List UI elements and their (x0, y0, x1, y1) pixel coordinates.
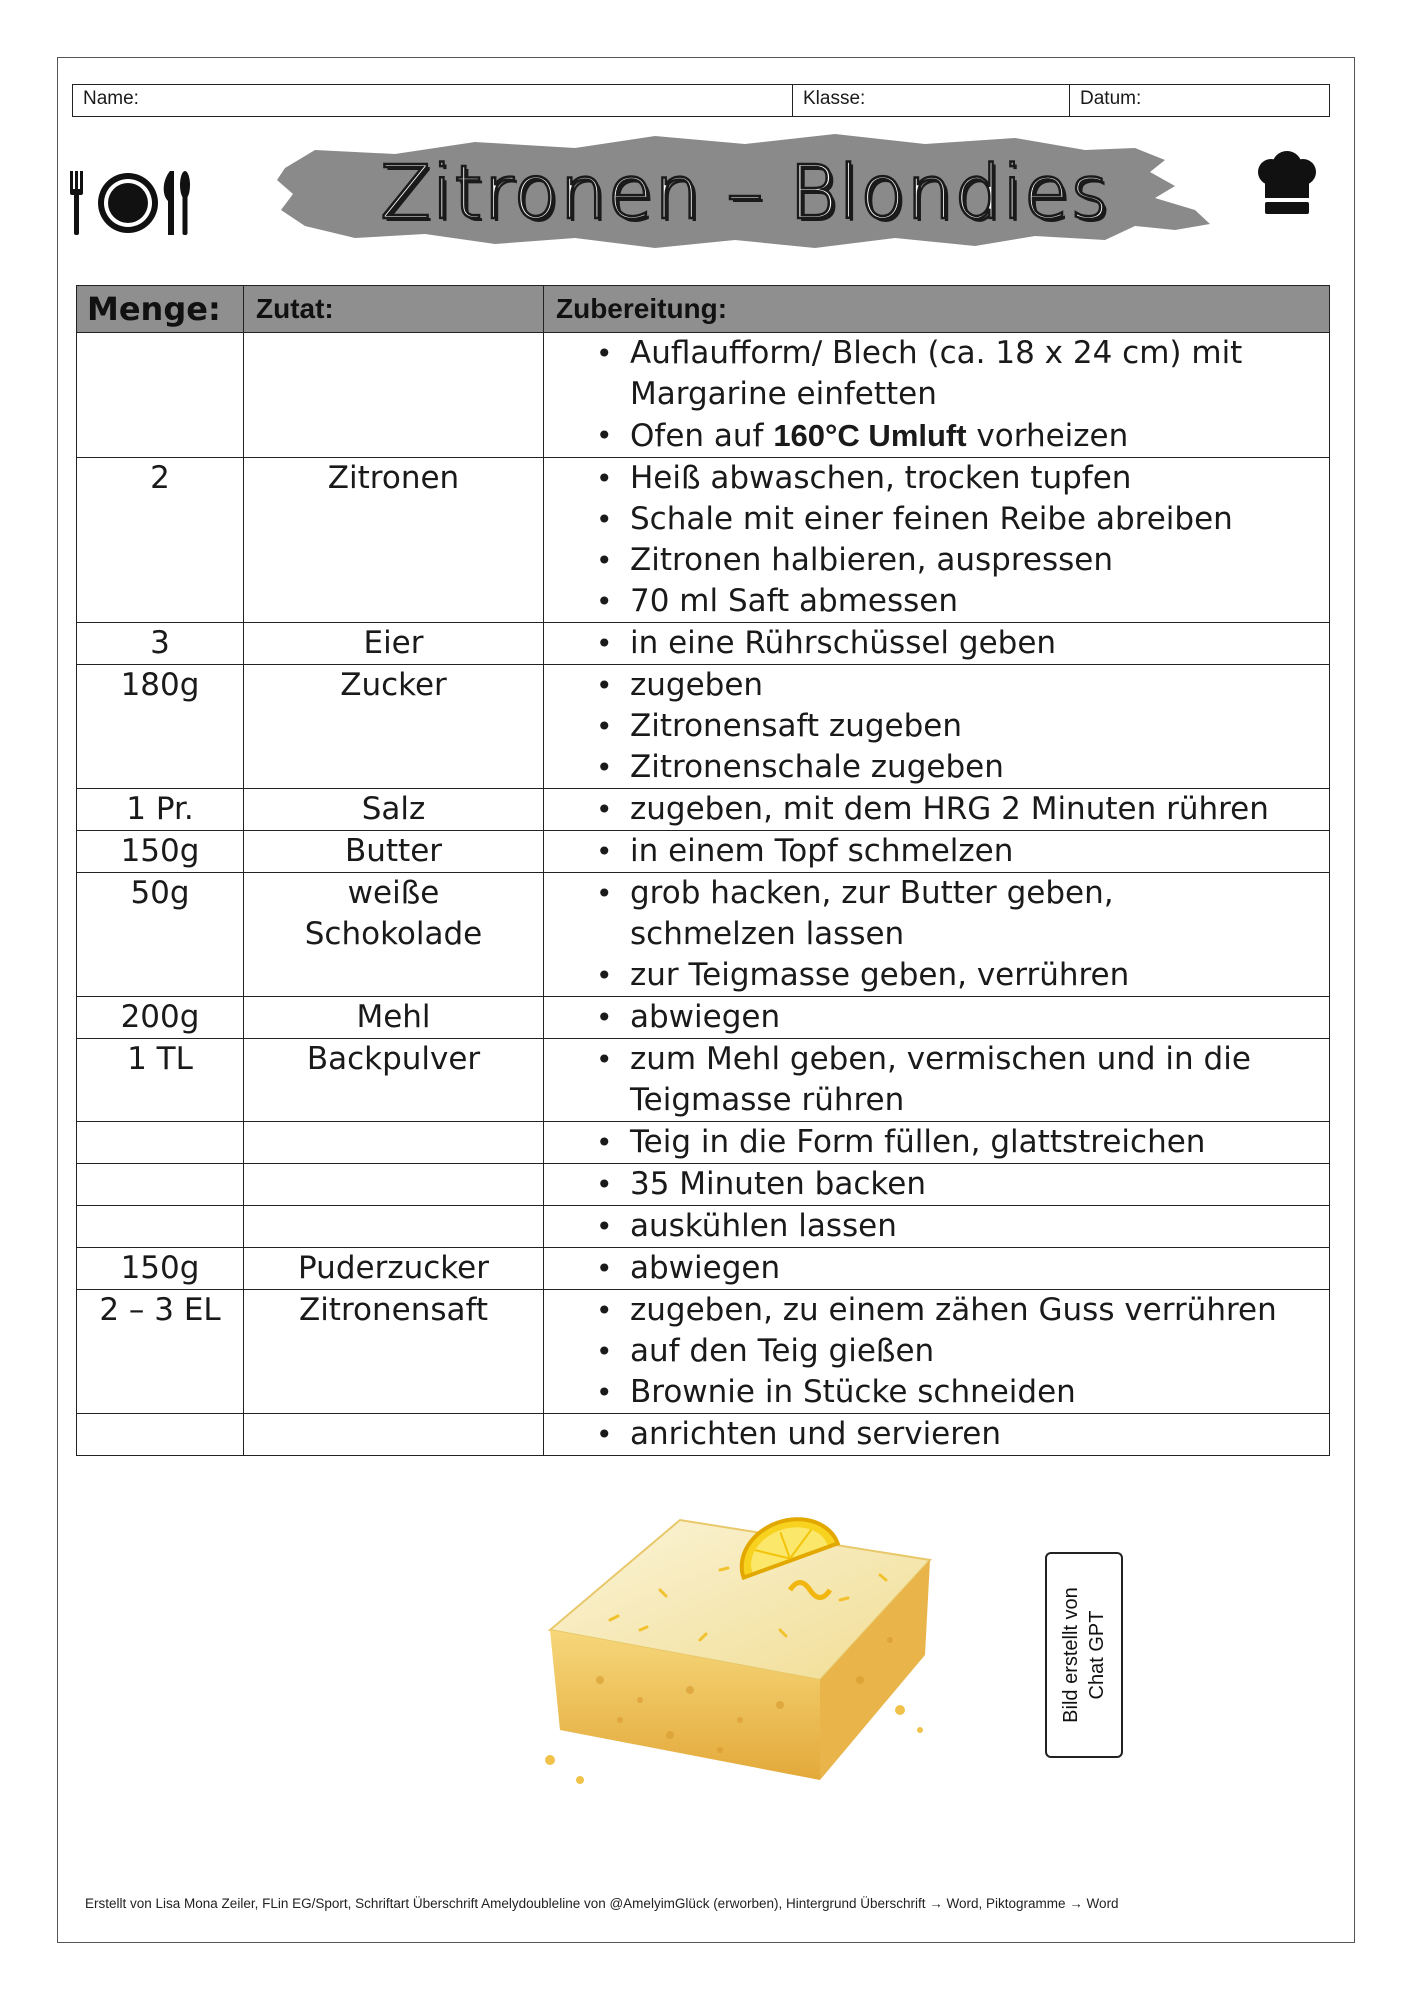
table-row (77, 1122, 1330, 1164)
menge-cell: 2 – 3 EL (77, 1290, 244, 1414)
zutat-cell: Puderzucker (244, 1248, 544, 1290)
datum-field[interactable] (1070, 85, 1329, 116)
zutat-cell: Salz (244, 789, 544, 831)
zutat-cell: Mehl (244, 997, 544, 1039)
steps-cell (544, 1206, 1330, 1248)
step-item: • 70 ml Saft abmessen (600, 581, 1319, 622)
steps-cell (544, 1248, 1330, 1290)
steps-cell (544, 1290, 1330, 1414)
table-row (77, 997, 1330, 1039)
steps-cell (544, 1039, 1330, 1122)
student-info-row (72, 84, 1330, 117)
step-item: • Zitronensaft zugeben (600, 706, 1319, 747)
steps-cell (544, 458, 1330, 623)
steps-cell (544, 1414, 1330, 1456)
step-item: • anrichten und servieren (600, 1414, 1319, 1455)
plate-cutlery-icon (68, 165, 190, 237)
table-row (77, 1290, 1330, 1414)
table-row (77, 665, 1330, 789)
klasse-label: Klasse: (803, 88, 866, 109)
menge-cell (77, 1414, 244, 1456)
lemon-blondie-picture (520, 1480, 950, 1820)
zutat-cell (244, 1164, 544, 1206)
menge-cell: 3 (77, 623, 244, 665)
menge-cell (77, 1122, 244, 1164)
menge-cell: 50g (77, 873, 244, 997)
klasse-field[interactable] (793, 85, 1070, 116)
step-item: • zum Mehl geben, vermischen und in die Teigmasse rühren (600, 1039, 1319, 1121)
menge-cell: 180g (77, 665, 244, 789)
steps-cell (544, 789, 1330, 831)
table-row (77, 1248, 1330, 1290)
step-item: • zugeben, mit dem HRG 2 Minuten rühren (600, 789, 1319, 830)
steps-cell (544, 997, 1330, 1039)
table-row (77, 333, 1330, 458)
step-item: • Teig in die Form füllen, glattstreichen (600, 1122, 1319, 1163)
zutat-cell (244, 1206, 544, 1248)
table-row (77, 1414, 1330, 1456)
step-item: • in eine Rührschüssel geben (600, 623, 1319, 664)
zutat-cell: Zitronen (244, 458, 544, 623)
step-item: • auf den Teig gießen (600, 1331, 1319, 1372)
menge-cell: 1 TL (77, 1039, 244, 1122)
table-header-row (77, 286, 1330, 333)
table-row (77, 831, 1330, 873)
zutat-cell: weiße Schokolade (244, 873, 544, 997)
table-row (77, 873, 1330, 997)
menge-cell: 1 Pr. (77, 789, 244, 831)
name-field[interactable] (73, 85, 793, 116)
zutat-cell: Zitronensaft (244, 1290, 544, 1414)
step-item: • abwiegen (600, 1248, 1319, 1289)
name-label: Name: (83, 88, 139, 109)
step-item: • zugeben, zu einem zähen Guss verrühren (600, 1290, 1319, 1331)
zutat-cell (244, 1414, 544, 1456)
table-row (77, 1206, 1330, 1248)
image-credit-box (1045, 1552, 1123, 1758)
step-item: • zugeben (600, 665, 1319, 706)
step-item: • Heiß abwaschen, trocken tupfen (600, 458, 1319, 499)
step-item: • auskühlen lassen (600, 1206, 1319, 1247)
chef-hat-icon (1253, 150, 1321, 218)
step-text: Ofen auf (630, 418, 774, 454)
credit-line-1: Bild erstellt von (1060, 1587, 1082, 1723)
step-item: • Brownie in Stücke schneiden (600, 1372, 1319, 1413)
steps-cell (544, 831, 1330, 873)
step-item (600, 415, 1319, 457)
step-item: • Schale mit einer feinen Reibe abreiben (600, 499, 1319, 540)
zubereitung-header: Zubereitung: (544, 286, 1330, 333)
step-item: • 35 Minuten backen (600, 1164, 1319, 1205)
step-item: • grob hacken, zur Butter geben, schmelzen lassen (600, 873, 1319, 955)
menge-cell (77, 1164, 244, 1206)
menge-cell: 150g (77, 1248, 244, 1290)
zutat-header: Zutat: (244, 286, 544, 333)
step-item: • Zitronenschale zugeben (600, 747, 1319, 788)
steps-cell (544, 873, 1330, 997)
menge-cell: 150g (77, 831, 244, 873)
step-text: vorheizen (966, 418, 1129, 454)
zutat-cell: Butter (244, 831, 544, 873)
steps-cell (544, 665, 1330, 789)
table-row (77, 1164, 1330, 1206)
menge-cell (77, 333, 244, 458)
step-item: • Zitronen halbieren, auspressen (600, 540, 1319, 581)
steps-cell (544, 623, 1330, 665)
menge-header: Menge: (77, 286, 244, 333)
zutat-cell (244, 1122, 544, 1164)
table-row (77, 789, 1330, 831)
zutat-cell: Eier (244, 623, 544, 665)
steps-cell (544, 1122, 1330, 1164)
page-title: Zitronen – Blondies (380, 150, 1110, 236)
step-item: • Auflaufform/ Blech (ca. 18 x 24 cm) mit Margarine einfetten (600, 333, 1319, 415)
steps-cell (544, 1164, 1330, 1206)
step-item: • zur Teigmasse geben, verrühren (600, 955, 1319, 996)
step-item: • abwiegen (600, 997, 1319, 1038)
datum-label: Datum: (1080, 88, 1142, 109)
steps-cell (544, 333, 1330, 458)
zutat-cell: Zucker (244, 665, 544, 789)
menge-cell: 2 (77, 458, 244, 623)
step-bold-text: 160°C Umluft (773, 418, 967, 453)
step-item: • in einem Topf schmelzen (600, 831, 1319, 872)
menge-cell: 200g (77, 997, 244, 1039)
credit-line-2: Chat GPT (1086, 1610, 1108, 1700)
recipe-table (76, 285, 1330, 1456)
zutat-cell: Backpulver (244, 1039, 544, 1122)
footer-credits: Erstellt von Lisa Mona Zeiler, FLin EG/Sport, Schriftart Überschrift Amelydoubleline von @AmelyimGlück (erworben), Hintergrund Überschrift → Word, Piktogramme → Word (85, 1896, 1119, 1911)
table-row (77, 458, 1330, 623)
zutat-cell (244, 333, 544, 458)
table-row (77, 1039, 1330, 1122)
table-row (77, 623, 1330, 665)
menge-cell (77, 1206, 244, 1248)
